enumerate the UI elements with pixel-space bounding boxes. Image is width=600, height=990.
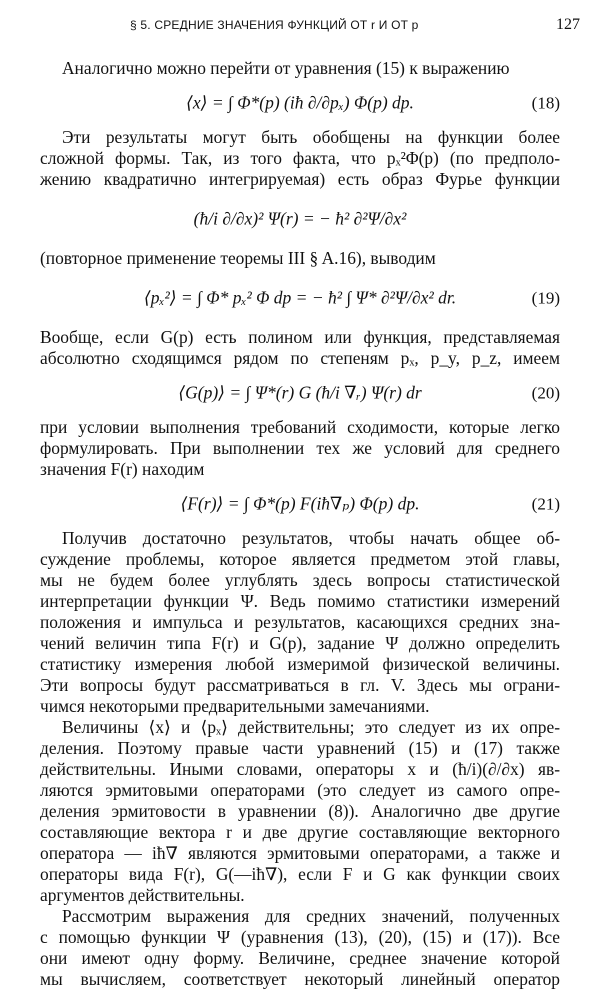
paragraph-1: Аналогично можно перейти от уравнения (15) к выражению	[62, 58, 510, 78]
equation-18-formula: ⟨x⟩ = ∫ Φ*(p) (iħ ∂/∂pₓ) Φ(p) dp.	[186, 92, 414, 113]
paragraph-8-line: Рассмотрим выражения для средних значений, полученных	[62, 906, 560, 926]
paragraph-6-line: чений величин типа F(r) и G(p), задание Ψ должно определить	[40, 633, 560, 653]
paragraph-8-line: мы вычисляем, соответствует некоторый линейный оператор	[40, 969, 560, 989]
equation-21-number: (21)	[531, 494, 560, 514]
page-header	[0, 14, 600, 38]
paragraph-7-line: оператора — iħ∇ являются эрмитовыми операторами, а также и	[40, 843, 560, 863]
equation-unnumbered	[40, 192, 560, 246]
page-number: 127	[556, 16, 580, 33]
paragraph-8-line: они имеют одну форму. Величине, среднее значение которой	[40, 948, 560, 968]
paragraph-4-line-1: Вообще, если G(p) есть полином или функция, представляемая	[40, 327, 560, 347]
paragraph-7-line: операторы вида F(r), G(—iħ∇), если F и G как функции своих	[40, 864, 560, 884]
equation-unnumbered-formula: (ħ/i ∂/∂x)² Ψ(r) = − ħ² ∂²Ψ/∂x²	[193, 208, 407, 229]
equation-19-formula: ⟨pₓ²⟩ = ∫ Φ* pₓ² Φ dp = − ħ² ∫ Ψ* ∂²Ψ/∂x² dr.	[143, 287, 457, 308]
paragraph-6-line: мы не будем более углублять здесь вопросы статистической	[40, 570, 560, 590]
paragraph-6-line: положения и импульса и результатов, касающихся средних зна-	[40, 612, 560, 632]
paragraph-5-line-3: значения F(r) находим	[40, 459, 205, 479]
paragraph-2-line-3: жению квадратично интегрируемая) есть образ Фурье функции	[40, 169, 560, 189]
paragraph-5-line-1: при условии выполнения требований сходимости, которые легко	[40, 417, 560, 437]
paragraph-8	[40, 906, 560, 990]
equation-21	[40, 482, 560, 526]
equation-20-number: (20)	[531, 383, 560, 403]
paragraph-6-line: Получив достаточно результатов, чтобы начать общее об-	[62, 528, 560, 548]
equation-18-number: (18)	[531, 93, 560, 113]
paragraph-7-line: действительны. Иными словами, операторы x и (ħ/i)(∂/∂x) яв-	[40, 759, 560, 779]
equation-19-number: (19)	[531, 288, 560, 308]
paragraph-8-line: с помощью функции Ψ (уравнения (13), (20), (15) и (17)). Все	[40, 927, 560, 947]
paragraph-7	[40, 717, 560, 906]
paragraph-2-line-2: сложной формы. Так, из того факта, что pₓ²Φ(p) (по предполо-	[40, 148, 560, 168]
paragraph-7-line: составляющие вектора r и две другие составляющие векторного	[40, 822, 560, 842]
paragraph-6-line: Эти вопросы будут рассматриваться в гл. V. Здесь мы ограни-	[40, 675, 560, 695]
paragraph-4-line-2: абсолютно сходящимся рядом по степеням pₓ, p_y, p_z, имеем	[40, 348, 560, 368]
paragraph-5-line-2: формулировать. При выполнении тех же условий для среднего	[40, 438, 560, 458]
paragraph-3: (повторное применение теоремы III § A.16), выводим	[40, 248, 436, 268]
equation-20	[40, 371, 560, 415]
paragraph-6	[40, 528, 560, 717]
paragraph-6-line: суждение проблемы, которое является предметом этой главы,	[40, 549, 560, 569]
paragraph-7-line: Величины ⟨x⟩ и ⟨pₓ⟩ действительны; это следует из их опре-	[62, 717, 560, 737]
paragraph-2-line-1: Эти результаты могут быть обобщены на функции более	[62, 127, 560, 147]
paragraph-6-line: интерпретации функции Ψ. Ведь помимо статистики измерений	[40, 591, 560, 611]
equation-18	[40, 81, 560, 125]
equation-20-formula: ⟨G(p)⟩ = ∫ Ψ*(r) G (ħ/i ∇ᵣ) Ψ(r) dr	[178, 382, 422, 403]
paragraph-7-line: деления. Поэтому правые части уравнений (15) и (17) также	[40, 738, 560, 758]
page-body	[40, 58, 560, 990]
paragraph-6-line: чимся некоторыми предварительными замечаниями.	[40, 696, 430, 716]
paragraph-7-line: деления эрмитовости в уравнении (8)). Аналогично две другие	[40, 801, 560, 821]
equation-21-formula: ⟨F(r)⟩ = ∫ Φ*(p) F(iħ∇ₚ) Φ(p) dp.	[180, 493, 420, 514]
equation-19	[40, 271, 560, 325]
paragraph-7-line: ляются эрмитовыми операторами (это следует из самого опре-	[40, 780, 560, 800]
paragraph-7-line: аргументов действительны.	[40, 885, 245, 905]
running-head: § 5. СРЕДНИЕ ЗНАЧЕНИЯ ФУНКЦИЙ ОТ r И ОТ p	[130, 18, 419, 32]
paragraph-6-line: статистику измерения любой измеримой физической величины.	[40, 654, 560, 674]
